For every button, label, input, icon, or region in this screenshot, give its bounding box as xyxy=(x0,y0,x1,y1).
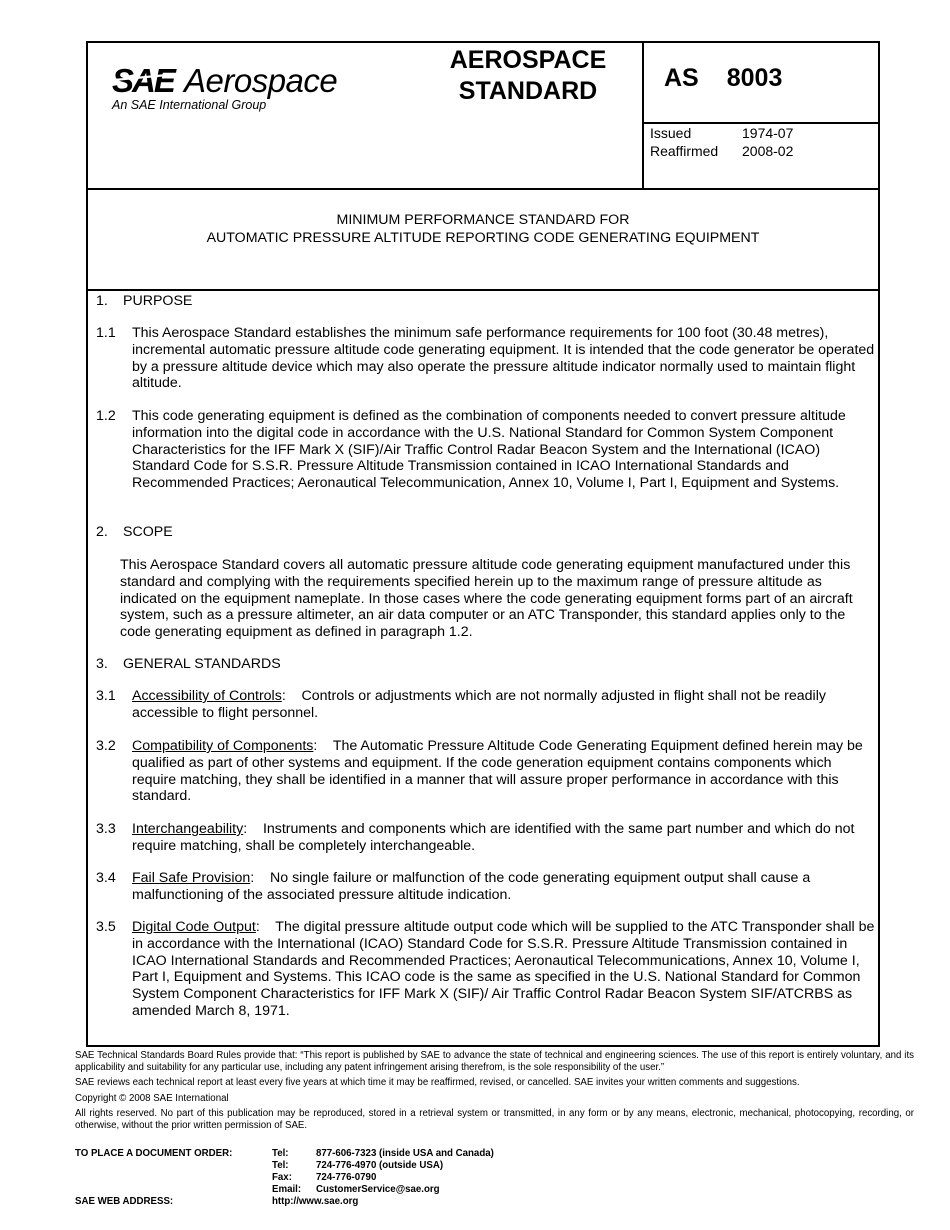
paragraph-3-5: 3.5 Digital Code Output: The digital pressure altitude output code which will be supplied to the ATC Transponder shall be in accordance with the International (ICAO) Standard Code for S.S.R. Pressure Altitude Transmission contained in ICAO International Standards and Recommended Practices; Aeronautical Telecommunications, Annex 10, Volume I, Part I, Equipment and Systems. This ICAO code is the same as specified in the U.S. National Standard for Common System Component Characteristics for IFF Mark X (SIF)/ Air Traffic Control Radar Beacon System SIF/ATCRBS as amended March 8, 1971. xyxy=(96,919,875,1019)
header-vertical-divider xyxy=(642,43,644,188)
paragraph-text: Controls or adjustments which are not normally adjusted in flight shall not be readily accessible to flight personnel. xyxy=(132,688,826,721)
tel1-value[interactable]: 877-606-7323 (inside USA and Canada) xyxy=(316,1148,494,1159)
section-heading-scope xyxy=(96,524,173,541)
document-type xyxy=(418,45,638,107)
document-title xyxy=(88,211,878,247)
paragraph-heading: Fail Safe Provision xyxy=(132,870,251,886)
web-label: SAE WEB ADDRESS: xyxy=(75,1196,174,1207)
paragraph-text: This Aerospace Standard covers all automatic pressure altitude code generating equipment manufactured under this standard and complying with the requirements specified herein up to the maximum range of pressure altitude as indicated on the equipment nameplate. In those cases where the code generating equipment forms part of an aircraft system, such as a pressure altimeter, an air data computer or an ATC Transponder, this standard applies only to the code generating equipment as defined in paragraph 1.2. xyxy=(120,557,853,641)
logo-subtitle: An SAE International Group xyxy=(112,98,267,112)
logo-brand: SAE xyxy=(112,62,174,99)
paragraph-number: 1.1 xyxy=(96,325,116,341)
web-link[interactable]: http://www.sae.org xyxy=(272,1196,359,1207)
footer-review: SAE reviews each technical report at least every five years at which time it may be reaffirmed, revised, or cancelled. SAE invites your written comments and suggestions. xyxy=(75,1077,800,1089)
paragraph-1-1 xyxy=(96,325,876,392)
issued-label: Issued xyxy=(650,125,692,141)
paragraph-3-2: 3.2 Compatibility of Components: The Automatic Pressure Altitude Code Generating Equipment defined herein may be qualified as part of other systems and equipment. If the code generation equipment contains components which require matching, they shall be identified in a manner that will assure proper performance in accordance with this standard. xyxy=(96,738,863,805)
footer-rights: All rights reserved. No part of this publication may be reproduced, stored in a retrieval system or transmitted, in any form or by any means, electronic, mechanical, photocopying, recording, or otherwise, without the prior written permission of SAE. xyxy=(75,1108,914,1131)
section-title: PURPOSE xyxy=(123,293,193,309)
paragraph-text: This code generating equipment is defined as the combination of components needed to convert pressure altitude information into the digital code in accordance with the U.S. National Standard for Common System Component Characteristics for the IFF Mark X (SIF)/Air Traffic Control Radar Beacon System and the International (ICAO) Standard Code for S.S.R. Pressure Altitude Transmission contained in ICAO International Standards and Recommended Practices; Aeronautical Telecommunication, Annex 10, Volume I, Part I, Equipment and Systems. xyxy=(132,408,846,492)
paragraph-heading: Compatibility of Components xyxy=(132,738,314,754)
reaffirmed-label: Reaffirmed xyxy=(650,143,719,159)
order-label: TO PLACE A DOCUMENT ORDER: xyxy=(75,1148,233,1159)
section-number: 2. xyxy=(96,524,108,540)
logo-swoosh-icon xyxy=(112,71,182,85)
paragraph-number: 3.1 xyxy=(96,688,116,704)
paragraph-text: The Automatic Pressure Altitude Code Generating Equipment defined herein may be qualified as part of other systems and equipment. If the code generation equipment contains components which require matching, they shall be identified in a manner that will assure proper performance in accordance with this standard. xyxy=(132,738,863,805)
paragraph-scope xyxy=(96,557,876,641)
section-heading-purpose xyxy=(96,293,192,310)
paragraph-text: No single failure or malfunction of the code generating equipment output shall cause a malfunctioning of the associated pressure altitude indication. xyxy=(132,870,811,903)
paragraph-heading: Accessibility of Controls xyxy=(132,688,282,704)
logo-word: Aerospace xyxy=(184,62,338,99)
doc-prefix: AS xyxy=(664,64,699,92)
paragraph-heading: Interchangeability xyxy=(132,821,244,837)
document-frame xyxy=(86,41,880,1047)
email-key: Email: xyxy=(272,1184,302,1195)
doc-number-value: 8003 xyxy=(726,64,783,92)
paragraph-3-4: 3.4 Fail Safe Provision: No single failure or malfunction of the code generating equipment output shall cause a malfunctioning of the associated pressure altitude indication. xyxy=(96,870,811,903)
fax-key: Fax: xyxy=(272,1172,292,1183)
doc-type-line1: AEROSPACE xyxy=(449,46,607,74)
paragraph-text: Instruments and components which are identified with the same part number and which do not require matching, shall be completely interchangeable. xyxy=(132,821,855,854)
issued-date xyxy=(650,125,793,141)
sae-aerospace-logo xyxy=(112,61,362,117)
paragraph-number: 3.2 xyxy=(96,738,116,754)
paragraph-text: This Aerospace Standard establishes the minimum safe performance requirements for 100 foot (30.48 metres), incremental automatic pressure altitude code generating equipment. It is intended that the code generator be operated by a pressure altitude device which may also operate the pressure altitude indicator normally used to maintain flight altitude. xyxy=(132,325,875,392)
header-bottom-divider xyxy=(88,188,878,190)
paragraph-3-1: 3.1 Accessibility of Controls: Controls or adjustments which are not normally adjusted in flight shall not be readily accessible to flight personnel. xyxy=(96,688,826,721)
section-title: SCOPE xyxy=(123,524,173,540)
number-box-divider xyxy=(644,122,880,124)
title-line2: AUTOMATIC PRESSURE ALTITUDE REPORTING CODE GENERATING EQUIPMENT xyxy=(206,230,760,246)
section-title: GENERAL STANDARDS xyxy=(123,656,281,672)
paragraph-3-3: 3.3 Interchangeability: Instruments and components which are identified with the same part number and which do not require matching, shall be completely interchangeable. xyxy=(96,821,855,854)
section-number: 1. xyxy=(96,293,108,309)
reaffirmed-value: 2008-02 xyxy=(742,143,794,159)
paragraph-1-2 xyxy=(96,408,876,492)
fax-value: 724-776-0790 xyxy=(316,1172,377,1183)
section-heading-general-standards xyxy=(96,656,281,673)
issued-value: 1974-07 xyxy=(742,125,794,141)
document-number xyxy=(664,64,782,93)
paragraph-heading: Digital Code Output xyxy=(132,919,256,935)
doc-type-line2: STANDARD xyxy=(458,77,598,105)
tel2-value[interactable]: 724-776-4970 (outside USA) xyxy=(316,1160,444,1171)
paragraph-number: 3.4 xyxy=(96,870,116,886)
section-number: 3. xyxy=(96,656,108,672)
reaffirmed-date xyxy=(650,143,793,159)
paragraph-number: 3.3 xyxy=(96,821,116,837)
paragraph-number: 3.5 xyxy=(96,919,116,935)
footer-copyright: Copyright © 2008 SAE International xyxy=(75,1092,229,1104)
title-bottom-divider xyxy=(88,289,878,291)
email-link[interactable]: CustomerService@sae.org xyxy=(316,1184,440,1195)
document-footer xyxy=(75,1050,914,1207)
tel2-key: Tel: xyxy=(272,1160,289,1171)
footer-rules: SAE Technical Standards Board Rules provide that: “This report is published by SAE to advance the state of technical and engineering sciences. The use of this report is entirely voluntary, and its applicability and suitability for any particular use, including any patent infringement arising therefrom, is the sole responsibility of the user.” xyxy=(75,1050,914,1073)
paragraph-number: 1.2 xyxy=(96,408,116,424)
tel1-key: Tel: xyxy=(272,1148,289,1159)
paragraph-text: The digital pressure altitude output code which will be supplied to the ATC Transponder shall be in accordance with the International (ICAO) Standard Code for S.S.R. Pressure Altitude Transmission contained in ICAO International Standards and Recommended Practices; Aeronautical Telecommunications, Annex 10, Volume I, Part I, Equipment and Systems. This ICAO code is the same as specified in the U.S. National Standard for Common System Component Characteristics for IFF Mark X (SIF)/ Air Traffic Control Radar Beacon System SIF/ATCRBS as amended March 8, 1971. xyxy=(132,919,875,1019)
title-line1: MINIMUM PERFORMANCE STANDARD FOR xyxy=(336,212,630,228)
